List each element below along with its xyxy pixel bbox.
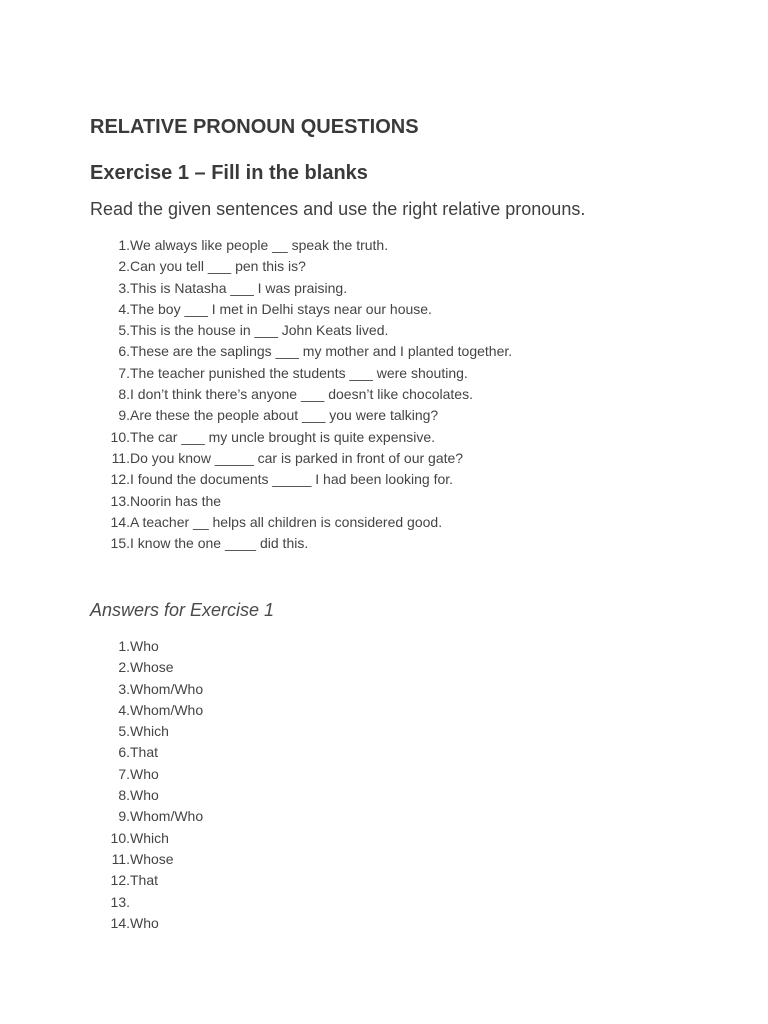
answer-item-number: 5.: [118, 723, 130, 740]
question-item: [90, 235, 512, 256]
question-item-text: We always like people __ speak the truth.: [130, 237, 389, 253]
question-item: [90, 341, 512, 362]
question-item: [90, 469, 512, 490]
question-item-text: Are these the people about ___ you were talking?: [130, 407, 439, 424]
answer-item-number: 12.: [110, 872, 130, 889]
question-item: [90, 512, 512, 533]
question-item-number: 12.: [110, 471, 130, 488]
answer-item: [90, 806, 203, 827]
answer-item-text: Whom/Who: [130, 701, 204, 718]
answer-item-text: Whom/Who: [130, 808, 204, 825]
answer-item-number: 3.: [118, 680, 130, 697]
question-item-text: A teacher __ helps all children is considered good.: [130, 513, 443, 530]
question-item: [90, 278, 512, 299]
instructions-text: Read the given sentences and use the right relative pronouns.: [90, 199, 586, 219]
answers-heading: Answers for Exercise 1: [90, 600, 275, 620]
question-item-number: 14.: [110, 513, 130, 530]
question-item-number: 5.: [118, 322, 130, 339]
answer-item-number: 10.: [110, 829, 130, 846]
question-item-number: 11.: [111, 449, 130, 466]
question-item-text: The car ___ my uncle brought is quite expensive.: [130, 428, 436, 445]
answer-item-number: 8.: [118, 787, 130, 804]
question-item-text: I know the one ____ did this.: [130, 535, 309, 552]
question-item: [90, 320, 512, 341]
question-item-number: 10.: [110, 428, 130, 445]
answer-item-number: 13.: [110, 893, 130, 910]
question-item-number: 13.: [110, 492, 130, 509]
question-item-text: The boy ___ I met in Delhi stays near our house.: [130, 300, 432, 317]
question-item-text: The teacher punished the students ___ were shouting.: [130, 364, 468, 381]
answer-item: [90, 892, 203, 913]
answers-list: [90, 636, 203, 934]
question-item: [90, 384, 512, 405]
question-item-number: 1.: [118, 237, 130, 253]
question-item-number: 3.: [118, 279, 130, 296]
question-item-text: This is the house in ___ John Keats lived.: [130, 322, 389, 339]
answer-item-number: 7.: [118, 765, 130, 782]
answer-item-number: 2.: [118, 659, 130, 676]
question-item-text: Do you know _____ car is parked in front of our gate?: [130, 449, 464, 466]
answer-item-number: 9.: [118, 808, 130, 825]
question-item: [90, 299, 512, 320]
question-item-number: 2.: [118, 258, 130, 275]
answer-item: [90, 721, 203, 742]
question-item: [90, 427, 512, 448]
answer-item: [90, 828, 203, 849]
answer-item-number: 6.: [118, 744, 130, 761]
answer-item: [90, 913, 203, 934]
question-item: [90, 256, 512, 277]
answer-item-number: 11.: [111, 850, 130, 867]
question-item-text: I don’t think there’s anyone ___ doesn’t like chocolates.: [130, 386, 473, 403]
answer-item-text: That: [130, 872, 159, 889]
question-item: [90, 491, 512, 512]
answer-item-number: 14.: [110, 914, 130, 931]
answer-item-text: Who: [130, 914, 159, 931]
answer-item-text: Who: [130, 787, 159, 804]
question-item-text: This is Natasha ___ I was praising.: [130, 279, 348, 296]
page-title: RELATIVE PRONOUN QUESTIONS: [90, 116, 419, 138]
answer-item: [90, 657, 203, 678]
questions-list: [90, 235, 512, 554]
exercise-title: Exercise 1 – Fill in the blanks: [90, 162, 368, 184]
answer-item-text: Who: [130, 765, 159, 782]
answer-item-text: Whom/Who: [130, 680, 204, 697]
question-item-number: 15.: [110, 535, 130, 552]
answer-item: [90, 764, 203, 785]
question-item-text: Can you tell ___ pen this is?: [130, 258, 306, 275]
question-item-number: 8.: [118, 386, 130, 403]
answer-item: [90, 636, 203, 657]
answer-item-text: Whose: [130, 659, 174, 676]
answer-item: [90, 785, 203, 806]
answer-item-text: Which: [130, 723, 169, 740]
answer-item-text: That: [130, 744, 159, 761]
answer-item: [90, 849, 203, 870]
question-item: [90, 533, 512, 554]
question-item-number: 6.: [118, 343, 130, 360]
answer-item: [90, 679, 203, 700]
question-item-number: 9.: [118, 407, 130, 424]
question-item-number: 4.: [118, 300, 130, 317]
question-item-number: 7.: [118, 364, 130, 381]
answer-item: [90, 742, 203, 763]
question-item-text: These are the saplings ___ my mother and I planted together.: [130, 343, 513, 360]
answer-item-text: Which: [130, 829, 169, 846]
answer-item-number: 4.: [118, 701, 130, 718]
answer-item: [90, 700, 203, 721]
question-item: [90, 448, 512, 469]
question-item: [90, 405, 512, 426]
answer-item: [90, 870, 203, 891]
question-item: [90, 363, 512, 384]
question-item-text: I found the documents _____ I had been looking for.: [130, 471, 454, 488]
question-item-text: Noorin has the: [130, 492, 222, 509]
answer-item-number: 1.: [118, 638, 130, 654]
answer-item-text: Whose: [130, 850, 174, 867]
answer-item-text: Who: [130, 638, 159, 654]
